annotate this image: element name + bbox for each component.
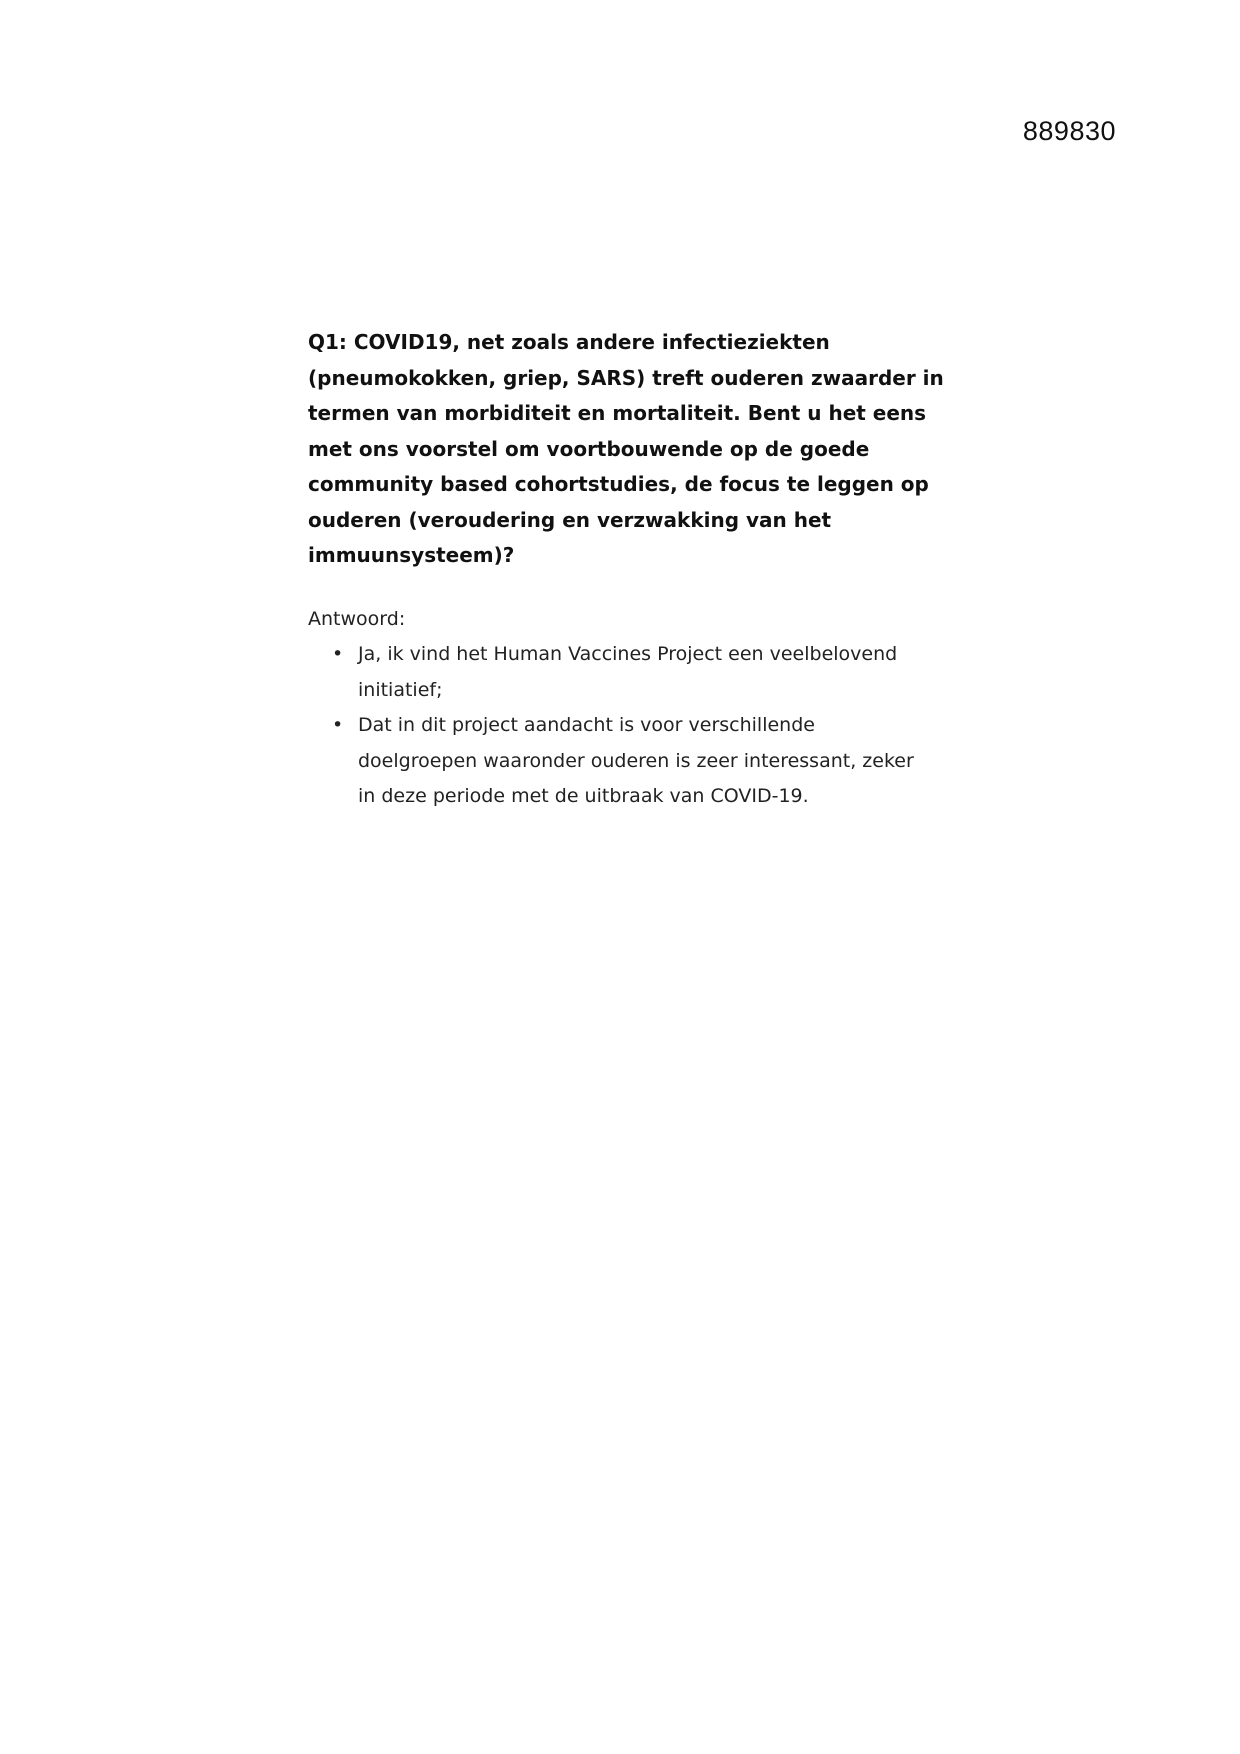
bullet-icon: • xyxy=(332,643,344,665)
question-line: (pneumokokken, griep, SARS) treft ouderen zwaarder in xyxy=(308,365,944,390)
answer-line: doelgroepen waaronder ouderen is zeer interessant, zeker xyxy=(358,749,914,772)
answer-line: Ja, ik vind het Human Vaccines Project een veelbelovend xyxy=(358,643,898,665)
answer-list xyxy=(308,637,948,815)
answer-line: Dat in dit project aandacht is voor verschillende xyxy=(358,714,815,736)
list-item xyxy=(332,708,948,815)
question-line: Q1: COVID19, net zoals andere infectieziekten xyxy=(308,330,830,354)
question-line: ouderen (veroudering en verzwakking van het xyxy=(308,507,832,532)
question-line: community based cohortstudies, de focus te leggen op xyxy=(308,472,929,496)
question-line: termen van morbiditeit en mortaliteit. Bent u het eens xyxy=(308,401,927,425)
answer-line: initiatief; xyxy=(358,678,443,701)
question-q1 xyxy=(308,325,948,574)
document-body xyxy=(308,325,948,815)
answer-line: in deze periode met de uitbraak van COVID-19. xyxy=(358,785,809,807)
question-line: met ons voorstel om voortbouwende op de goede xyxy=(308,436,870,461)
question-line: immuunsysteem)? xyxy=(308,543,515,567)
list-item xyxy=(332,637,948,708)
page-number: 889830 xyxy=(1022,116,1116,146)
answer-label: Antwoord: xyxy=(308,607,406,630)
bullet-icon: • xyxy=(332,714,344,736)
